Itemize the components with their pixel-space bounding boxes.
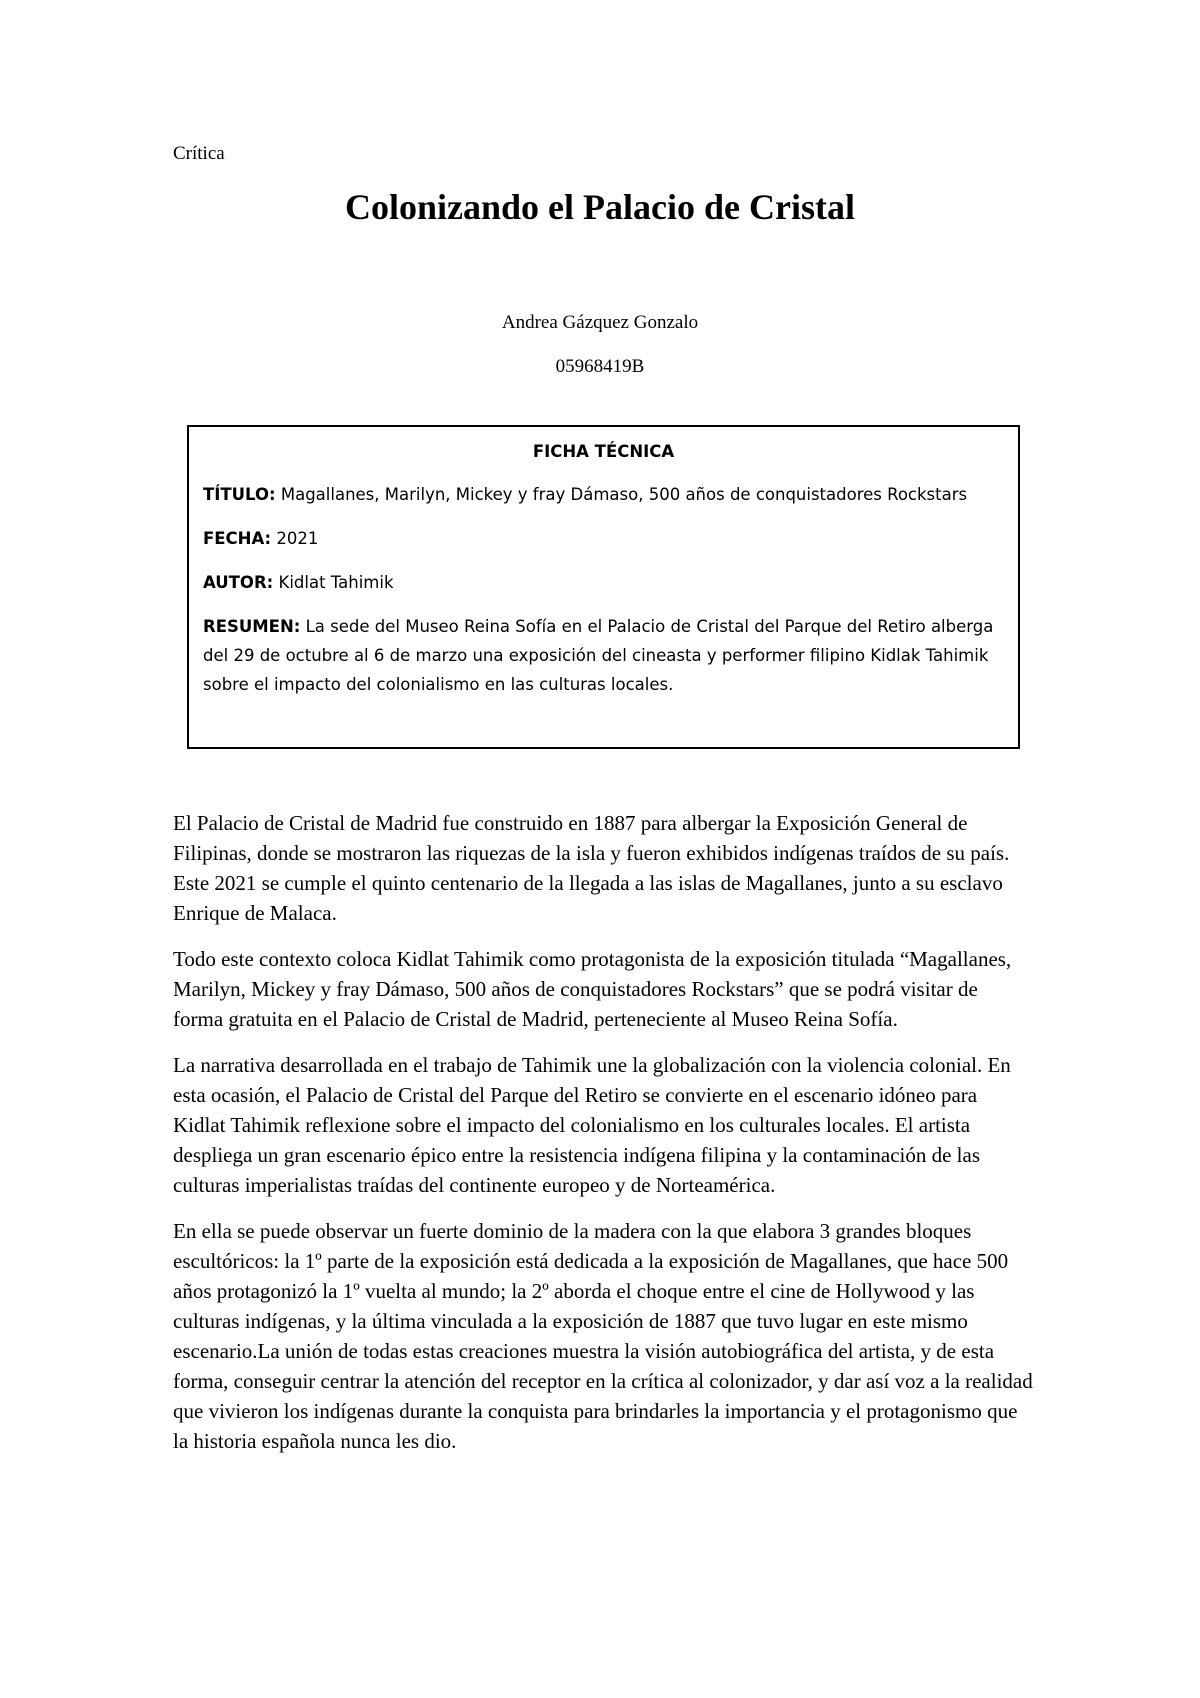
body-paragraph: La narrativa desarrollada en el trabajo de Tahimik une la globalización con la violencia colonial. En esta ocasión, el Palacio de Cristal del Parque del Retiro se convierte en el escenario idóneo para Kidlat Tahimik reflexione sobre el impacto del colonialismo en los culturales locales. El artista despliega un gran escenario épico entre la resistencia indígena filipina y la contaminación de las culturas imperialistas traídas del continente europeo y de Norteamérica. xyxy=(173,1053,1011,1197)
field-date-value: 2021 xyxy=(276,529,319,548)
field-title-label: TÍTULO: xyxy=(203,485,276,504)
field-summary-value: La sede del Museo Reina Sofía en el Palacio de Cristal del Parque del Retiro alberga del 29 de octubre al 6 de marzo una exposición del cineasta y performer filipino Kidlak Tahimik sobre el impacto del colonialismo en las culturas locales. xyxy=(203,617,994,694)
field-date-label: FECHA: xyxy=(203,529,272,548)
field-title-value: Magallanes, Marilyn, Mickey y fray Dámaso, 500 años de conquistadores Rockstars xyxy=(280,485,968,504)
body-paragraph: Todo este contexto coloca Kidlat Tahimik como protagonista de la exposición titulada “Magallanes, Marilyn, Mickey y fray Dámaso, 500 años de conquistadores Rockstars” que se podrá visitar de forma gratuita en el Palacio de Cristal de Madrid, perteneciente al Museo Reina Sofía. xyxy=(173,947,1012,1031)
field-author xyxy=(203,568,1004,597)
article-body xyxy=(173,808,1033,1472)
body-paragraph: En ella se puede observar un fuerte dominio de la madera con la que elabora 3 grandes bloques escultóricos: la 1º parte de la exposición está dedicada a la exposición de Magallanes, que hace 500 años protagonizó la 1º vuelta al mundo; la 2º aborda el choque entre el cine de Hollywood y las culturas indígenas, y la última vinculada a la exposición de 1887 que tuvo lugar en este mismo escenario.La unión de todas estas creaciones muestra la visión autobiográfica del artista, y de esta forma, conseguir centrar la atención del receptor en la crítica al colonizador, y dar así voz a la realidad que vivieron los indígenas durante la conquista para brindarles la importancia y el protagonismo que la historia española nunca les dio. xyxy=(173,1219,1033,1453)
section-kicker: Crítica xyxy=(173,143,225,164)
technical-sheet-heading: FICHA TÉCNICA xyxy=(532,442,675,461)
field-summary-label: RESUMEN: xyxy=(203,617,301,636)
field-author-value: Kidlat Tahimik xyxy=(278,573,394,592)
id-number: 05968419B xyxy=(555,356,645,377)
author-name: Andrea Gázquez Gonzalo xyxy=(501,312,699,333)
body-paragraph: El Palacio de Cristal de Madrid fue construido en 1887 para albergar la Exposición General de Filipinas, donde se mostraron las riquezas de la isla y fueron exhibidos indígenas traídos de su país. Este 2021 se cumple el quinto centenario de la llegada a las islas de Magallanes, junto a su esclavo Enrique de Malaca. xyxy=(173,811,1010,925)
field-title xyxy=(203,480,1004,509)
document-title: Colonizando el Palacio de Cristal xyxy=(345,187,855,227)
field-date xyxy=(203,524,1004,553)
field-summary xyxy=(203,612,1004,699)
field-author-label: AUTOR: xyxy=(203,573,274,592)
technical-sheet-box xyxy=(187,425,1020,749)
